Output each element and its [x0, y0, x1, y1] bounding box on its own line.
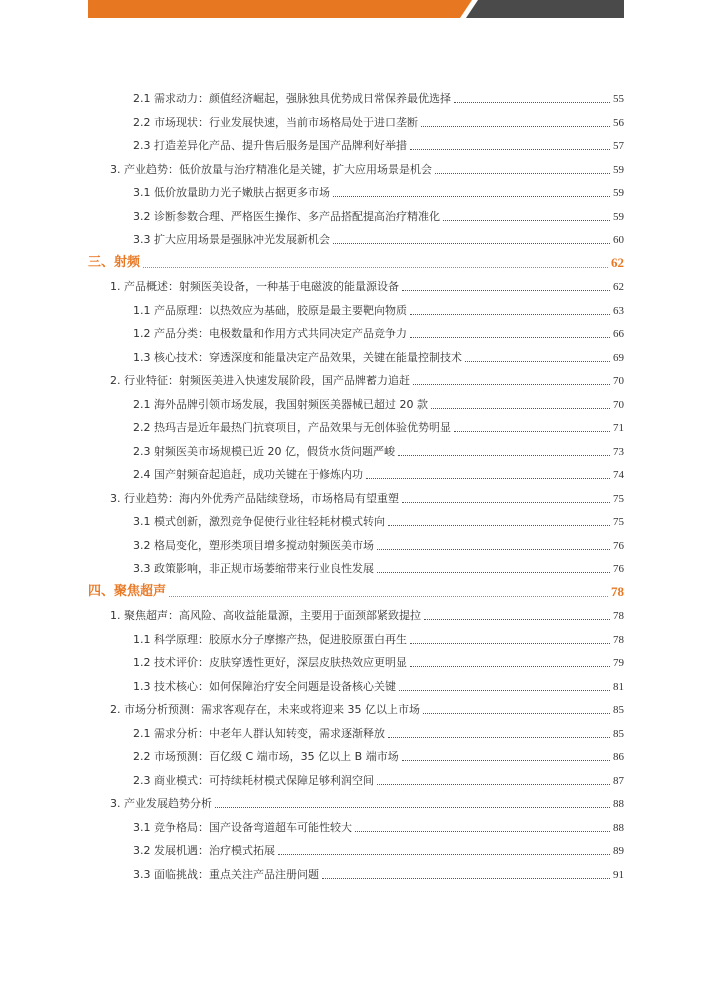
toc-entry[interactable]	[133, 323, 624, 341]
toc-dot-leader	[333, 243, 610, 244]
toc-dot-leader	[424, 619, 610, 620]
toc-dot-leader	[366, 478, 610, 479]
toc-entry[interactable]	[88, 253, 624, 271]
toc-entry-title: 1.3 技术核心：如何保障治疗安全问题是设备核心关键	[133, 679, 396, 693]
toc-entry[interactable]	[110, 276, 624, 294]
toc-entry[interactable]	[133, 206, 624, 224]
toc-entry-title: 3.3 政策影响，非正规市场萎缩带来行业良性发展	[133, 562, 374, 575]
toc-page-number: 70	[613, 375, 624, 387]
toc-page-number: 55	[613, 93, 624, 105]
toc-dot-leader	[399, 690, 610, 691]
toc-dot-leader	[402, 502, 610, 503]
toc-page-number: 89	[613, 845, 624, 857]
toc-page-number: 59	[613, 210, 624, 223]
toc-entry-title: 3.3 面临挑战：重点关注产品注册问题	[133, 867, 319, 881]
toc-page-number: 59	[613, 163, 624, 176]
toc-entry[interactable]	[133, 676, 624, 694]
toc-entry-title: 2.2 市场预测：百亿级 C 端市场，35 亿以上 B 端市场	[133, 750, 399, 763]
toc-dot-leader	[421, 126, 610, 127]
toc-entry-title: 3.2 发展机遇：治疗模式拓展	[133, 844, 275, 857]
toc-entry[interactable]	[88, 582, 624, 600]
toc-page-number: 78	[613, 633, 624, 646]
toc-dot-leader	[410, 337, 610, 338]
toc-page-number: 88	[613, 798, 624, 810]
toc-entry-title: 2.2 热玛吉是近年最热门抗衰项目，产品效果与无创体验优势明显	[133, 421, 451, 434]
toc-dot-leader	[333, 196, 610, 197]
toc-entry[interactable]	[133, 182, 624, 200]
toc-entry-title: 2. 市场分析预测：需求客观存在，未来或将迎来 35 亿以上市场	[110, 703, 420, 716]
toc-page-number: 59	[613, 187, 624, 199]
toc-dot-leader	[454, 102, 610, 103]
toc-dot-leader	[388, 525, 610, 526]
toc-entry[interactable]	[110, 488, 624, 506]
toc-dot-leader	[410, 314, 610, 315]
toc-entry[interactable]	[133, 652, 624, 670]
toc-dot-leader	[454, 431, 610, 432]
header-dark-shape	[466, 0, 624, 18]
toc-entry-title: 2.1 需求分析：中老年人群认知转变，需求逐渐释放	[133, 726, 385, 740]
toc-entry-title: 2.1 海外品牌引领市场发展，我国射频医美器械已超过 20 款	[133, 397, 428, 411]
toc-entry[interactable]	[110, 699, 624, 717]
toc-page-number: 81	[613, 680, 624, 693]
toc-dot-leader	[355, 831, 610, 832]
toc-entry-title: 1.1 产品原理：以热效应为基础，胶原是最主要靶向物质	[133, 303, 407, 317]
toc-dot-leader	[413, 384, 610, 385]
toc-entry-title: 1.3 核心技术：穿透深度和能量决定产品效果，关键在能量控制技术	[133, 350, 462, 364]
toc-entry[interactable]	[133, 135, 624, 153]
toc-page-number: 62	[613, 281, 624, 293]
toc-page-number: 87	[613, 774, 624, 787]
toc-dot-leader	[410, 666, 610, 667]
toc-entry[interactable]	[133, 112, 624, 130]
toc-dot-leader	[402, 760, 610, 761]
toc-page-number: 91	[613, 868, 624, 881]
toc-entry-title: 3.1 模式创新，激烈竞争促使行业往轻耗材模式转向	[133, 515, 385, 528]
header-accent-shape	[88, 0, 472, 18]
toc-entry-title: 1. 聚焦超声：高风险、高收益能量源，主要用于面颈部紧致提拉	[110, 609, 421, 622]
toc-entry-title: 2.3 商业模式：可持续耗材模式保障足够利润空间	[133, 773, 374, 787]
toc-entry[interactable]	[133, 300, 624, 318]
toc-page-number: 60	[613, 234, 624, 246]
toc-entry-title: 2. 行业特征：射频医美进入快速发展阶段，国产品牌蓄力追赶	[110, 374, 410, 387]
toc-entry-title: 3.1 低价放量助力光子嫩肤占据更多市场	[133, 186, 330, 199]
toc-dot-leader	[322, 878, 610, 879]
toc-dot-leader	[443, 220, 610, 221]
toc-entry-title: 3.2 格局变化，塑形类项目增多搅动射频医美市场	[133, 538, 374, 552]
toc-entry[interactable]	[133, 88, 624, 106]
toc-entry[interactable]	[133, 535, 624, 553]
toc-page-number: 79	[613, 657, 624, 669]
toc-page-number: 85	[613, 727, 624, 740]
toc-page-number: 71	[613, 422, 624, 434]
toc-page-number: 86	[613, 751, 624, 763]
toc-dot-leader	[377, 572, 610, 573]
toc-entry[interactable]	[133, 441, 624, 459]
toc-entry-title: 3. 产业趋势：低价放量与治疗精准化是关键，扩大应用场景是机会	[110, 162, 432, 176]
toc-page-number: 88	[613, 821, 624, 834]
toc-entry-title: 2.3 打造差异化产品、提升售后服务是国产品牌利好举措	[133, 139, 407, 152]
toc-dot-leader	[388, 737, 610, 738]
toc-page-number: 63	[613, 304, 624, 317]
toc-entry-title: 三、射频	[88, 254, 141, 270]
toc-entry[interactable]	[133, 417, 624, 435]
toc-dot-leader	[410, 643, 610, 644]
toc-page-number: 73	[613, 445, 624, 458]
toc-dot-leader	[398, 455, 610, 456]
toc-page-number: 78	[611, 583, 624, 599]
toc-dot-leader	[423, 713, 610, 714]
toc-entry[interactable]	[133, 347, 624, 365]
toc-entry[interactable]	[133, 511, 624, 529]
toc-dot-leader	[143, 267, 608, 268]
toc-entry[interactable]	[133, 229, 624, 247]
toc-entry-title: 2.3 射频医美市场规模已近 20 亿，假货水货问题严峻	[133, 444, 395, 458]
toc-dot-leader	[278, 854, 610, 855]
toc-dot-leader	[435, 173, 610, 174]
toc-entry[interactable]	[133, 558, 624, 576]
toc-page-number: 85	[613, 704, 624, 716]
toc-dot-leader	[377, 784, 610, 785]
toc-dot-leader	[410, 149, 610, 150]
header-decoration-bar	[0, 0, 710, 18]
toc-entry-title: 3. 行业趋势：海内外优秀产品陆续登场，市场格局有望重塑	[110, 491, 399, 505]
toc-entry[interactable]	[110, 793, 624, 811]
toc-entry-title: 3.2 诊断参数合理、严格医生操作、多产品搭配提高治疗精准化	[133, 209, 440, 223]
toc-entry[interactable]	[133, 770, 624, 788]
toc-entry[interactable]	[110, 605, 624, 623]
toc-page-number: 75	[613, 516, 624, 528]
toc-dot-leader	[377, 549, 610, 550]
toc-page-number: 70	[613, 398, 624, 411]
toc-page-number: 56	[613, 116, 624, 129]
toc-entry-title: 1. 产品概述：射频医美设备，一种基于电磁波的能量源设备	[110, 280, 399, 293]
toc-page-number: 75	[613, 492, 624, 505]
toc-page-number: 76	[613, 563, 624, 575]
toc-page-number: 78	[613, 610, 624, 622]
toc-dot-leader	[465, 361, 610, 362]
toc-page-number: 62	[611, 254, 624, 270]
toc-entry-title: 1.2 产品分类：电极数量和作用方式共同决定产品竞争力	[133, 327, 407, 340]
toc-entry[interactable]	[133, 394, 624, 412]
toc-entry[interactable]	[110, 159, 624, 177]
toc-entry[interactable]	[133, 629, 624, 647]
toc-entry-title: 3. 产业发展趋势分析	[110, 797, 212, 810]
toc-entry[interactable]	[133, 864, 624, 882]
toc-entry[interactable]	[133, 464, 624, 482]
toc-entry-title: 2.4 国产射频奋起追赶，成功关键在于修炼内功	[133, 468, 363, 481]
toc-entry-title: 3.3 扩大应用场景是强脉冲光发展新机会	[133, 233, 330, 246]
toc-page-number: 69	[613, 351, 624, 364]
toc-dot-leader	[169, 596, 608, 597]
toc-entry[interactable]	[133, 746, 624, 764]
toc-entry-title: 1.1 科学原理：胶原水分子摩擦产热，促进胶原蛋白再生	[133, 632, 407, 646]
toc-entry-title: 2.1 需求动力：颜值经济崛起，强脉独具优势成日常保养最优选择	[133, 92, 451, 105]
toc-entry-title: 2.2 市场现状：行业发展快速，当前市场格局处于进口垄断	[133, 115, 418, 129]
toc-dot-leader	[402, 290, 610, 291]
toc-page-number: 76	[613, 539, 624, 552]
toc-dot-leader	[431, 408, 610, 409]
toc-page-number: 74	[613, 469, 624, 481]
toc-page-number: 66	[613, 328, 624, 340]
toc-entry[interactable]	[133, 723, 624, 741]
toc-dot-leader	[215, 807, 610, 808]
toc-entry-title: 四、聚焦超声	[88, 583, 167, 599]
toc-entry[interactable]	[133, 817, 624, 835]
toc-entry-title: 1.2 技术评价：皮肤穿透性更好，深层皮肤热效应更明显	[133, 656, 407, 669]
toc-entry-title: 3.1 竞争格局：国产设备弯道超车可能性较大	[133, 820, 352, 834]
toc-entry[interactable]	[110, 370, 624, 388]
toc-entry[interactable]	[133, 840, 624, 858]
toc-page-number: 57	[613, 140, 624, 152]
